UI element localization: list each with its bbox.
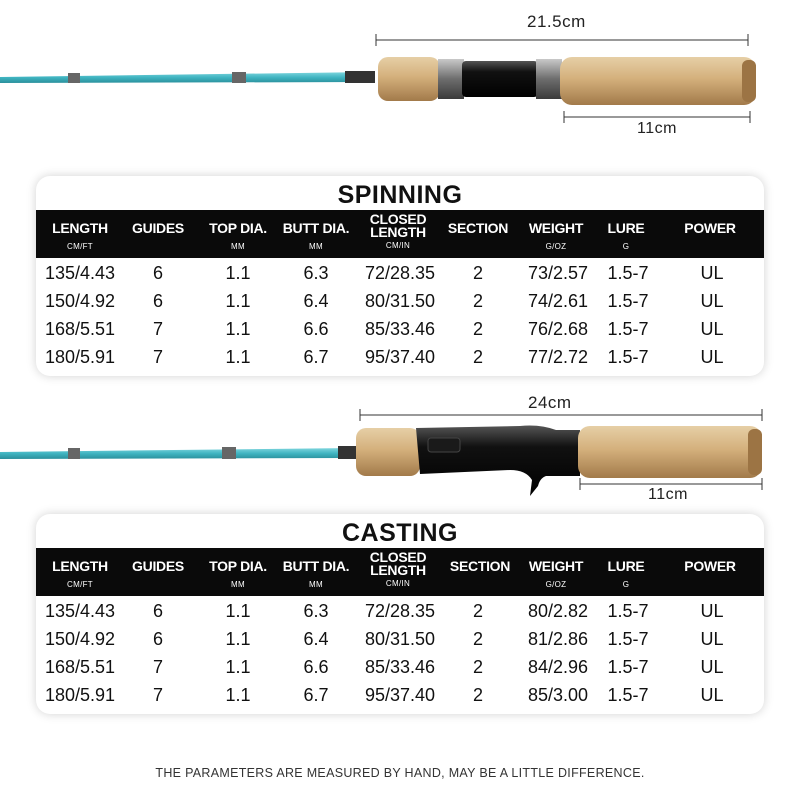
col-section: SECTION bbox=[447, 220, 509, 236]
lure-cell: 1.5-7 bbox=[607, 629, 649, 649]
closed-length-cell: 80/31.50 bbox=[364, 291, 436, 311]
guides-cell: 7 bbox=[152, 319, 164, 339]
weight-cell: 77/2.72 bbox=[527, 347, 589, 367]
butt-dia-cell: 6.3 bbox=[303, 601, 329, 621]
lure-cell: 1.5-7 bbox=[607, 657, 649, 677]
col-guides: GUIDES bbox=[132, 558, 184, 574]
section-cell: 2 bbox=[472, 291, 484, 311]
guides-cell: 6 bbox=[152, 291, 164, 311]
top-dia-cell: 1.1 bbox=[225, 685, 251, 705]
guides-cell: 7 bbox=[152, 685, 164, 705]
power-cell: UL bbox=[700, 685, 724, 705]
section-cell: 2 bbox=[472, 347, 484, 367]
col-length: LENGTH CM/FT bbox=[52, 558, 108, 589]
butt-dia-cell: 6.6 bbox=[303, 319, 329, 339]
weight-cell: 84/2.96 bbox=[527, 657, 589, 677]
guides-cell: 7 bbox=[152, 347, 164, 367]
section-cell: 2 bbox=[472, 685, 484, 705]
butt-dia-cell: 6.4 bbox=[303, 629, 329, 649]
col-butt-dia: BUTT DIA. MM bbox=[282, 558, 350, 589]
casting-table-body bbox=[36, 596, 764, 708]
lure-cell: 1.5-7 bbox=[607, 601, 649, 621]
col-section: SECTION bbox=[449, 558, 511, 574]
butt-dia-cell: 6.7 bbox=[303, 685, 329, 705]
casting-handle-length-label: 11cm bbox=[648, 486, 688, 503]
table-row bbox=[36, 653, 764, 681]
spinning-handle-length-label: 11cm bbox=[637, 120, 677, 137]
weight-cell: 80/2.82 bbox=[527, 601, 589, 621]
table-row bbox=[36, 681, 764, 709]
col-lure: LURE G bbox=[607, 220, 645, 251]
power-cell: UL bbox=[700, 319, 724, 339]
section-cell: 2 bbox=[472, 319, 484, 339]
weight-cell: 73/2.57 bbox=[527, 263, 589, 283]
top-dia-cell: 1.1 bbox=[225, 319, 251, 339]
col-power: POWER bbox=[684, 220, 736, 236]
lure-cell: 1.5-7 bbox=[607, 291, 649, 311]
length-cell: 150/4.92 bbox=[44, 629, 116, 649]
col-power: POWER bbox=[684, 558, 736, 574]
weight-cell: 74/2.61 bbox=[527, 291, 589, 311]
length-cell: 168/5.51 bbox=[44, 319, 116, 339]
closed-length-cell: 80/31.50 bbox=[364, 629, 436, 649]
length-cell: 180/5.91 bbox=[44, 347, 116, 367]
col-butt-dia: BUTT DIA. MM bbox=[282, 220, 350, 251]
lure-cell: 1.5-7 bbox=[607, 685, 649, 705]
weight-cell: 81/2.86 bbox=[527, 629, 589, 649]
casting-spec-card bbox=[36, 514, 764, 714]
table-row bbox=[36, 597, 764, 625]
col-length: LENGTH CM/FT bbox=[52, 220, 108, 251]
guides-cell: 6 bbox=[152, 629, 164, 649]
section-cell: 2 bbox=[472, 601, 484, 621]
closed-length-cell: 95/37.40 bbox=[364, 347, 436, 367]
lure-cell: 1.5-7 bbox=[607, 263, 649, 283]
closed-length-cell: 85/33.46 bbox=[364, 319, 436, 339]
lure-cell: 1.5-7 bbox=[607, 319, 649, 339]
closed-length-cell: 72/28.35 bbox=[364, 263, 436, 283]
butt-dia-cell: 6.4 bbox=[303, 291, 329, 311]
guides-cell: 6 bbox=[152, 601, 164, 621]
power-cell: UL bbox=[700, 291, 724, 311]
spinning-total-length-label: 21.5cm bbox=[527, 12, 586, 31]
power-cell: UL bbox=[700, 263, 724, 283]
length-cell: 168/5.51 bbox=[44, 657, 116, 677]
power-cell: UL bbox=[700, 601, 724, 621]
power-cell: UL bbox=[700, 657, 724, 677]
weight-cell: 76/2.68 bbox=[527, 319, 589, 339]
guides-cell: 6 bbox=[152, 263, 164, 283]
top-dia-cell: 1.1 bbox=[225, 657, 251, 677]
col-top-dia: TOP DIA. MM bbox=[209, 220, 267, 251]
power-cell: UL bbox=[700, 629, 724, 649]
top-dia-cell: 1.1 bbox=[225, 601, 251, 621]
length-cell: 150/4.92 bbox=[44, 291, 116, 311]
casting-total-length-label: 24cm bbox=[528, 393, 572, 412]
col-lure: LURE G bbox=[607, 558, 645, 589]
top-dia-cell: 1.1 bbox=[225, 263, 251, 283]
top-dia-cell: 1.1 bbox=[225, 347, 251, 367]
table-row bbox=[36, 625, 764, 653]
top-dia-cell: 1.1 bbox=[225, 291, 251, 311]
length-cell: 135/4.43 bbox=[44, 263, 116, 283]
col-closed-length: CLOSED LENGTH CM/IN bbox=[369, 549, 427, 588]
casting-table-header bbox=[36, 548, 764, 596]
col-closed-length: CLOSED LENGTH CM/IN bbox=[369, 211, 427, 250]
butt-dia-cell: 6.7 bbox=[303, 347, 329, 367]
lure-cell: 1.5-7 bbox=[607, 347, 649, 367]
spinning-table-title: SPINNING bbox=[337, 181, 463, 209]
top-dia-cell: 1.1 bbox=[225, 629, 251, 649]
butt-dia-cell: 6.6 bbox=[303, 657, 329, 677]
section-cell: 2 bbox=[472, 263, 484, 283]
section-cell: 2 bbox=[472, 629, 484, 649]
length-cell: 135/4.43 bbox=[44, 601, 116, 621]
closed-length-cell: 72/28.35 bbox=[364, 601, 436, 621]
measurement-disclaimer: THE PARAMETERS ARE MEASURED BY HAND, MAY BE A LITTLE DIFFERENCE. bbox=[155, 766, 645, 780]
col-weight: WEIGHT G/OZ bbox=[528, 220, 584, 251]
section-cell: 2 bbox=[472, 657, 484, 677]
closed-length-cell: 95/37.40 bbox=[364, 685, 436, 705]
power-cell: UL bbox=[700, 347, 724, 367]
col-weight: WEIGHT G/OZ bbox=[528, 558, 584, 589]
closed-length-cell: 85/33.46 bbox=[364, 657, 436, 677]
length-cell: 180/5.91 bbox=[44, 685, 116, 705]
casting-table-title: CASTING bbox=[342, 519, 458, 547]
col-top-dia: TOP DIA. MM bbox=[209, 558, 267, 589]
col-guides: GUIDES bbox=[132, 220, 184, 236]
butt-dia-cell: 6.3 bbox=[303, 263, 329, 283]
weight-cell: 85/3.00 bbox=[527, 685, 589, 705]
guides-cell: 7 bbox=[152, 657, 164, 677]
